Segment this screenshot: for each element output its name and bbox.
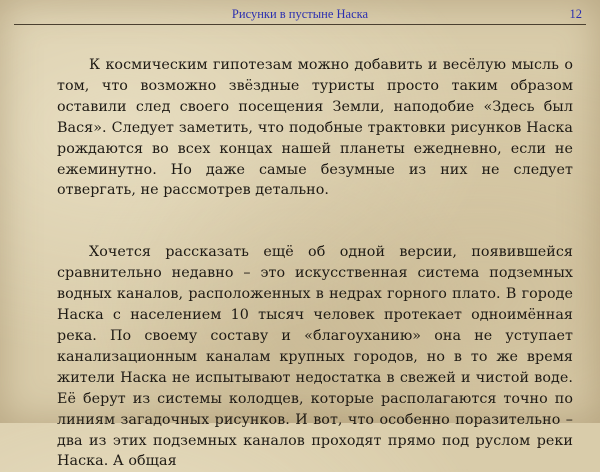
page-number: 12	[569, 7, 582, 21]
running-header	[14, 4, 586, 25]
paragraph-1: К космическим гипотезам можно добавить и весёлую мысль о том, что возможно звёздные туристы просто таким образом оставили след своего посещения Земли, наподобие «Здесь был Вася». Следует заметить, что подобные трактовки рисунков Наска рождаются во всех концах нашей планеты ежедневно, если не ежеминутно. Но даже самые безумные из них не следует отвергать, не рассмотрев детально.	[57, 57, 573, 199]
body-text	[57, 55, 573, 472]
header-title: Рисунки в пустыне Наска	[231, 7, 369, 21]
paragraph-2: Хочется рассказать ещё об одной версии, появившейся сравнительно недавно – это искусственная система подземных водных каналов, расположенных в недрах горного плато. В городе Наска с населением 10 тысяч человек протекает одноимённая река. По своему составу и «благоуханию» она не уступает канализационным каналам крупных городов, но в то же время жители Наска не испытывают недостатка в свежей и чистой воде. Её берут из системы колодцев, которые располагаются точно по линиям загадочных рисунков. И вот, что особенно поразительно – два из этих подземных каналов проходят прямо под руслом реки Наска. А общая	[57, 244, 573, 470]
